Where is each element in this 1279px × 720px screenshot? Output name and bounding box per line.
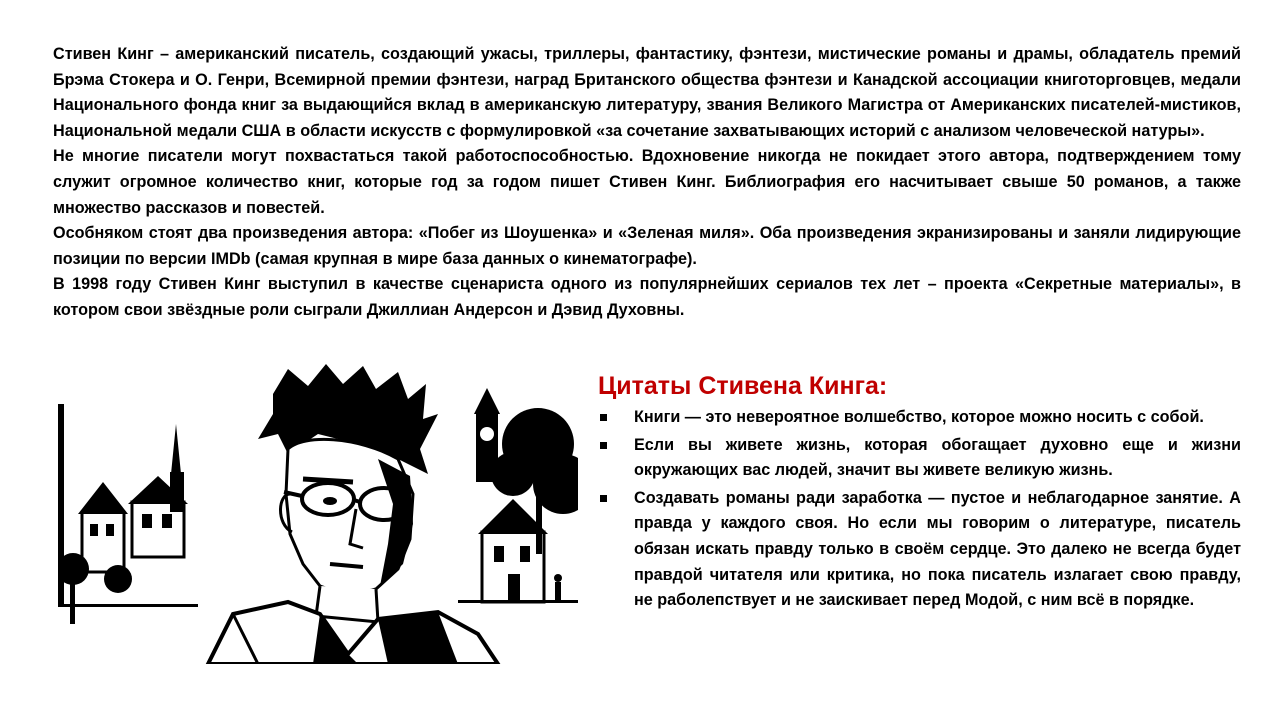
square-bullet-icon <box>600 495 607 502</box>
bio-paragraph-2: Не многие писатели могут похвастаться такой работоспособностью. Вдохновение никогда не покидает этого автора, подтверждением тому служит огромное количество книг, которые год за годом пишет Стивен Кинг. Библиография его насчитывает свыше 50 романов, а также множество рассказов и повестей. <box>53 147 1241 217</box>
quotes-list <box>598 405 1241 614</box>
bio-paragraph-4: В 1998 году Стивен Кинг выступил в качестве сценариста одного из популярнейших сериалов тех лет – проекта «Секретные материалы», в котором свои звёздные роли сыграли Джиллиан Андерсон и Дэвид Духовны. <box>53 275 1241 319</box>
biography-text <box>53 42 1241 324</box>
bio-paragraph-1: Стивен Кинг – американский писатель, создающий ужасы, триллеры, фантастику, фэнтези, мистические романы и драмы, обладатель премий Брэма Стокера и О. Генри, Всемирной премии фэнтези, наград Британского общества фэнтези и Канадской ассоциации книготорговцев, медали Национального фонда книг за выдающийся вклад в американскую литературу, звания Великого Магистра от Американских писателей-мистиков, Национальной медали США в области искусств с формулировкой «за сочетание захватывающих историй с анализом человеческой натуры». <box>53 45 1241 140</box>
square-bullet-icon <box>600 414 607 421</box>
quote-item <box>598 405 1241 431</box>
square-bullet-icon <box>600 442 607 449</box>
quote-item <box>598 433 1241 484</box>
quotes-section <box>598 370 1241 616</box>
quote-text: Создавать романы ради заработка — пустое и неблагодарное занятие. А правда у каждого своя. Но если мы говорим о литературе, писатель обязан искать правду только в своём сердце. Это далеко не всегда будет правдой читателя или критика, но пока писатель излагает свою правду, не раболепствует и не заискивает перед Модой, с ним всё в порядке. <box>634 488 1241 610</box>
portrait-illustration <box>58 364 578 664</box>
face-portrait <box>208 364 498 664</box>
quote-text: Если вы живете жизнь, которая обогащает духовно еще и жизни окружающих вас людей, значит вы живете великую жизнь. <box>634 435 1241 480</box>
bio-paragraph-3: Особняком стоят два произведения автора: «Побег из Шоушенка» и «Зеленая миля». Оба произведения экранизированы и заняли лидирующие позиции по версии IMDb (самая крупная в мире база данных о кинематографе). <box>53 224 1241 268</box>
quote-item <box>598 486 1241 614</box>
quote-text: Книги — это невероятное волшебство, которое можно носить с собой. <box>634 408 1204 426</box>
quotes-title: Цитаты Стивена Кинга: <box>598 372 888 400</box>
